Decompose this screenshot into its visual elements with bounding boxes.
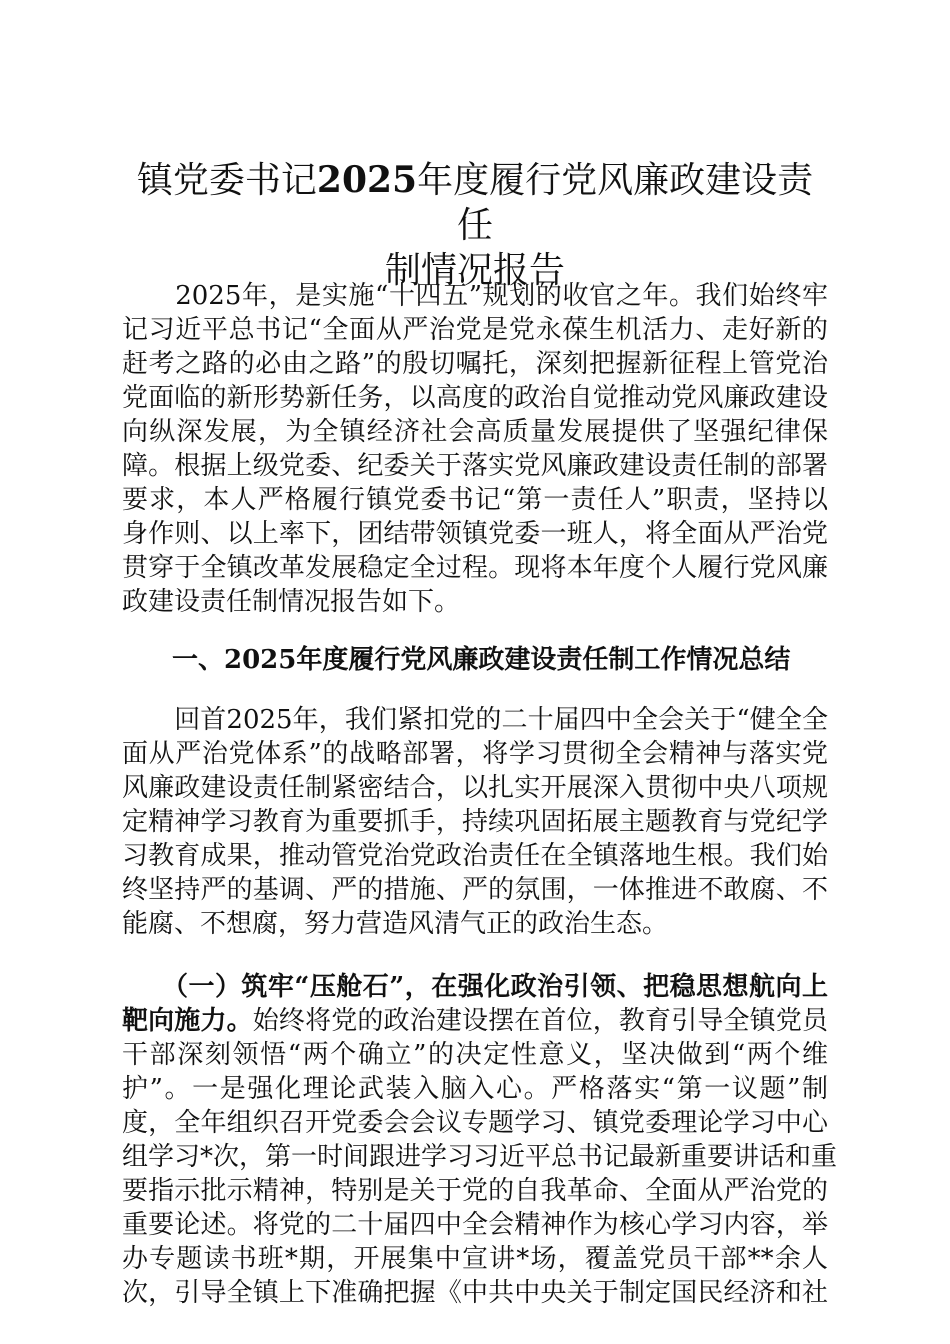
document-title bbox=[120, 158, 830, 293]
subsection-1-heading: （一）筑牢“压舱石”，在强化政治引领、把稳思想航向上 bbox=[122, 972, 828, 1002]
intro-line: 党面临的新形势新任务，以高度的政治自觉推动党风廉政建设 bbox=[122, 383, 828, 413]
intro-line: 2025年，是实施“十四五”规划的收官之年。我们始终牢 bbox=[122, 281, 828, 311]
subsection-1-line: 组学习*次，第一时间跟进学习习近平总书记最新重要讲话和重 bbox=[122, 1142, 838, 1172]
title-prefix: 镇党委书记 bbox=[136, 160, 317, 201]
subsection-1-line: 办专题读书班*期，开展集中宣讲*场，覆盖党员干部**余人 bbox=[122, 1244, 828, 1274]
title-rest: 年度履行党风廉政建设责任 bbox=[417, 160, 814, 246]
section-1-line: 定精神学习教育为重要抓手，持续巩固拓展主题教育与党纪学 bbox=[122, 807, 828, 837]
section-1-line: 能腐、不想腐，努力营造风清气正的政治生态。 bbox=[122, 909, 669, 939]
title-line-2: 制情况报告 bbox=[384, 250, 565, 291]
subsection-1-line: 重要论述。将党的二十届四中全会精神作为核心学习内容，举 bbox=[122, 1210, 828, 1240]
intro-line: 政建设责任制情况报告如下。 bbox=[122, 587, 461, 617]
intro-line: 贯穿于全镇改革发展稳定全过程。现将本年度个人履行党风廉 bbox=[122, 553, 828, 583]
intro-line: 赶考之路的必由之路”的殷切嘱托，深刻把握新征程上管党治 bbox=[122, 349, 828, 379]
subsection-1-line: 干部深刻领悟“两个确立”的决定性意义，坚决做到“两个维 bbox=[122, 1040, 828, 1070]
subsection-1-line bbox=[122, 1004, 828, 1038]
section-1-line: 回首2025年，我们紧扣党的二十届四中全会关于“健全全 bbox=[122, 705, 828, 735]
section-1-line: 风廉政建设责任制紧密结合，以扎实开展深入贯彻中央八项规 bbox=[122, 773, 828, 803]
section-1-line: 终坚持严的基调、严的措施、严的氛围，一体推进不敢腐、不 bbox=[122, 875, 828, 905]
title-year: 2025 bbox=[316, 159, 418, 201]
intro-line: 向纵深发展，为全镇经济社会高质量发展提供了坚强纪律保 bbox=[122, 417, 828, 447]
intro-line: 身作则、以上率下，团结带领镇党委一班人，将全面从严治党 bbox=[122, 519, 828, 549]
section-1-line: 面从严治党体系”的战略部署，将学习贯彻全会精神与落实党 bbox=[122, 739, 828, 769]
subsection-1-heading-end: 靶向施力。 bbox=[122, 1006, 253, 1036]
subsection-1-line: 度，全年组织召开党委会会议专题学习、镇党委理论学习中心 bbox=[122, 1108, 828, 1138]
subsection-1-text: 始终将党的政治建设摆在首位，教育引导全镇党员 bbox=[252, 1006, 828, 1036]
subsection-1-line: 要指示批示精神，特别是关于党的自我革命、全面从严治党的 bbox=[122, 1176, 828, 1206]
intro-line: 要求，本人严格履行镇党委书记“第一责任人”职责，坚持以 bbox=[122, 485, 828, 515]
intro-line: 障。根据上级党委、纪委关于落实党风廉政建设责任制的部署 bbox=[122, 451, 828, 481]
subsection-1-line: 护”。一是强化理论武装入脑入心。严格落实“第一议题”制 bbox=[122, 1074, 828, 1104]
subsection-1-line: 次，引导全镇上下准确把握《中共中央关于制定国民经济和社 bbox=[122, 1278, 828, 1308]
section-1-line: 习教育成果，推动管党治党政治责任在全镇落地生根。我们始 bbox=[122, 841, 828, 871]
intro-line: 记习近平总书记“全面从严治党是党永葆生机活力、走好新的 bbox=[122, 315, 828, 345]
section-1-heading: 一、2025年度履行党风廉政建设责任制工作情况总结 bbox=[172, 645, 791, 675]
